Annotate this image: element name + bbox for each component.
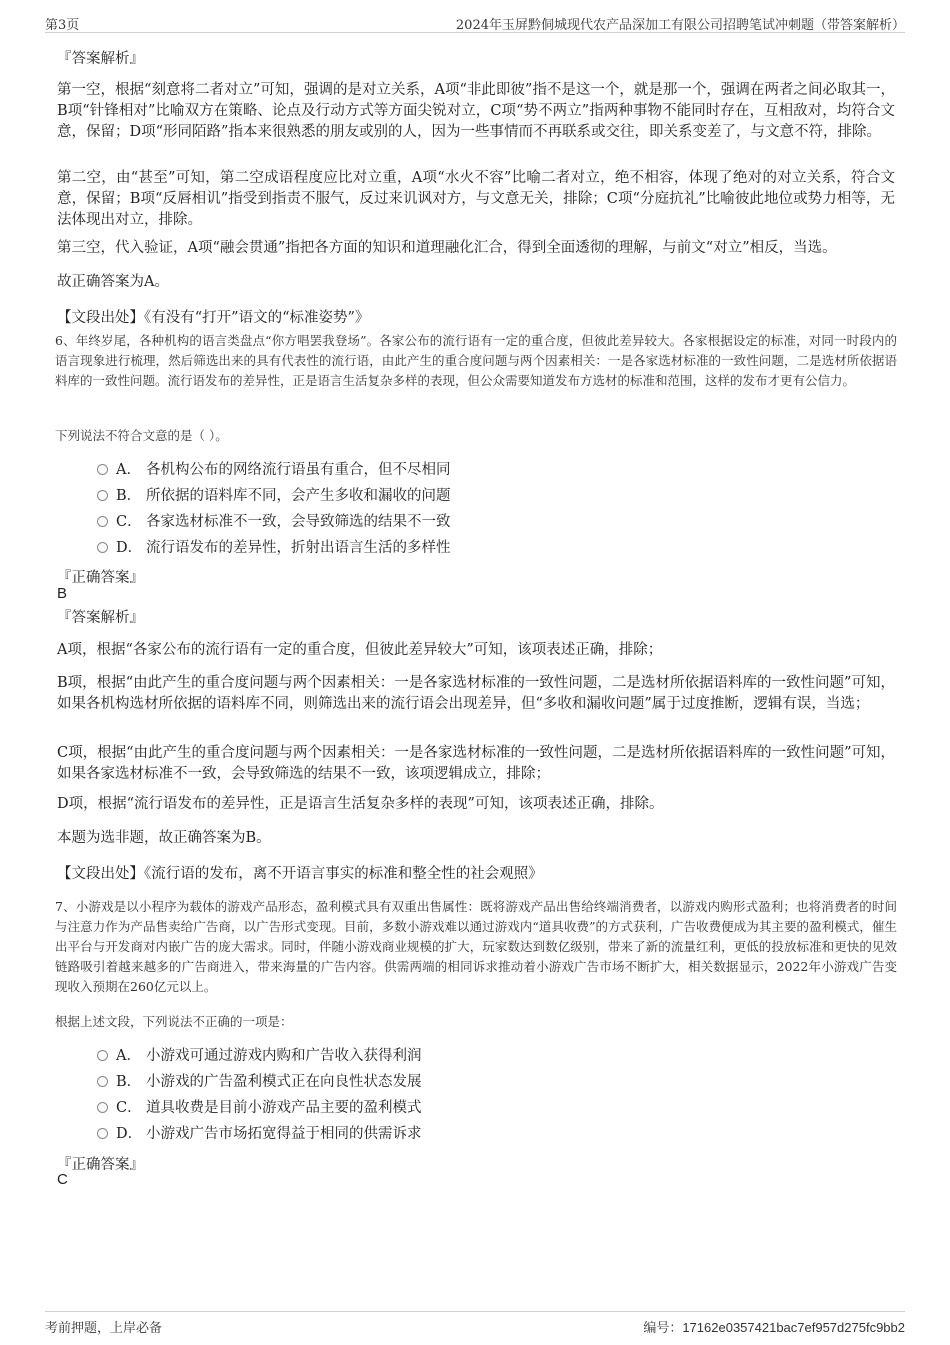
q6-option-b[interactable]: B． 所依据的语料库不同，会产生多收和漏收的问题 <box>97 485 451 507</box>
footer-slogan: 考前押题，上岸必备 <box>45 1321 163 1336</box>
q6-analysis-a: A项，根据“各家公布的流行语有一定的重合度，但彼此差异较大”可知，该项表述正确，排除； <box>57 642 663 658</box>
q6-question: 下列说法不符合文意的是（ ）。 <box>55 428 228 443</box>
q6-source: 【文段出处】《流行语的发布，离不开语言事实的标准和整全性的社会观照》 <box>57 866 543 882</box>
q6-analysis-d: D项，根据“流行语发布的差异性，正是语言生活复杂多样的表现”可知，该项表述正确，排除。 <box>57 796 664 812</box>
radio-icon[interactable] <box>97 516 108 527</box>
page-footer <box>45 1311 905 1338</box>
q6-option-a[interactable]: A． 各机构公布的网络流行语虽有重合，但不尽相同 <box>97 459 451 481</box>
q7-option-b[interactable]: B． 小游戏的广告盈利模式正在向良性状态发展 <box>97 1071 422 1093</box>
q7-passage: 7、小游戏是以小程序为载体的游戏产品形态，盈利模式具有双重出售属性：既将游戏产品出售给终端消费者，以游戏内购形式盈利；也将消费者的时间与注意力作为产品售卖给广告商，以广告形式变现。目前，多数小游戏难以通过游戏内“道具收费”的方式获利，广告收费便成为其主要的盈利模式，催生出平台与开发商对内嵌广告的庞大需求。同时，伴随小游戏商业规模的扩大，玩家数达到数亿级别，带来了新的流量红利，更低的投放标准和更快的见效链路吸引着越来越多的广告商进入，带来海量的广告内容。供需两端的相同诉求推动着小游戏广告市场不断扩大，相关数据显示，2022年小游戏广告变现收入预期在260亿元以上。 <box>55 899 897 994</box>
q7-question: 根据上述文段，下列说法不正确的一项是： <box>55 1014 293 1029</box>
radio-icon[interactable] <box>97 1102 108 1113</box>
q6-conclusion: 本题为选非题，故正确答案为B。 <box>57 830 271 846</box>
radio-icon[interactable] <box>97 464 108 475</box>
q6-option-d[interactable]: D． 流行语发布的差异性，折射出语言生活的多样性 <box>97 537 451 559</box>
radio-icon[interactable] <box>97 542 108 553</box>
q6-analysis-label: 『答案解析』 <box>57 610 144 626</box>
q6-correct-answer: B <box>57 585 68 602</box>
q5-analysis-para1: 第一空，根据“刻意将二者对立”可知，强调的是对立关系，A项“非此即彼”指不是这一个，就是那一个，强调在两者之间必取其一，B项“针锋相对”比喻双方在策略、论点及行动方式等方面尖锐对立，C项“势不两立”指两种事物不能同时存在，互相敌对，均符合文意，保留；D项“形同陌路”指本来很熟悉的朋友或别的人，因为一些事情而不再联系或交往，即关系变差了，与文意不符，排除。 <box>57 82 895 140</box>
q7-option-c[interactable]: C． 道具收费是目前小游戏产品主要的盈利模式 <box>97 1097 422 1119</box>
q5-analysis-label: 『答案解析』 <box>57 51 144 67</box>
q5-source: 【文段出处】《有没有“打开”语文的“标准姿势”》 <box>57 310 370 326</box>
document-title: 2024年玉屏黔侗城现代农产品深加工有限公司招聘笔试冲刺题（带答案解析） <box>455 18 905 33</box>
q7-option-d[interactable]: D． 小游戏广告市场拓宽得益于相同的供需诉求 <box>97 1123 422 1145</box>
q7-option-a[interactable]: A． 小游戏可通过游戏内购和广告收入获得利润 <box>97 1045 422 1067</box>
radio-icon[interactable] <box>97 490 108 501</box>
radio-icon[interactable] <box>97 1128 108 1139</box>
document-code: 编号：17162e0357421bac7ef957d275fc9bb2 <box>643 1320 905 1336</box>
q5-analysis-para2: 第二空，由“甚至”可知，第二空成语程度应比对立重，A项“水火不容”比喻二者对立，绝不相容，体现了绝对的对立关系，符合文意，保留；B项“反唇相讥”指受到指责不服气，反过来讥讽对方，与文意无关，排除；C项“分庭抗礼”比喻彼此地位或势力相等，无法体现出对立，排除。 <box>57 170 895 228</box>
q6-correct-label: 『正确答案』 <box>57 570 144 586</box>
page-number: 第3页 <box>45 18 80 33</box>
q6-analysis-c: C项，根据“由此产生的重合度问题与两个因素相关：一是各家选材标准的一致性问题，二是选材所依据语料库的一致性问题”可知，如果各家选材标准不一致，会导致筛选的结果不一致，该项逻辑成立，排除； <box>57 745 895 782</box>
q6-option-c[interactable]: C． 各家选材标准不一致，会导致筛选的结果不一致 <box>97 511 451 533</box>
q7-correct-answer: C <box>57 1171 68 1188</box>
radio-icon[interactable] <box>97 1076 108 1087</box>
q7-correct-label: 『正确答案』 <box>57 1157 144 1173</box>
radio-icon[interactable] <box>97 1050 108 1061</box>
q6-passage: 6、年终岁尾，各种机构的语言类盘点“你方唱罢我登场”。各家公布的流行语有一定的重合度，但彼此差异较大。各家根据设定的标准，对同一时段内的语言现象进行梳理，然后筛选出来的具有代表性的流行语，由此产生的重合度问题与两个因素相关：一是各家选材标准的一致性问题，二是选材所依据语料库的一致性问题。流行语发布的差异性，正是语言生活复杂多样的表现，但公众需要知道发布方选材的标准和范围，这样的发布才更有公信力。 <box>55 333 897 388</box>
q6-analysis-b: B项，根据“由此产生的重合度问题与两个因素相关：一是各家选材标准的一致性问题，二是选材所依据语料库的一致性问题”可知，如果各机构选材所依据的语料库不同，则筛选出来的流行语会出现差异，但“多收和漏收问题”属于过度推断，逻辑有误，当选； <box>57 675 895 712</box>
q5-analysis-conclusion: 故正确答案为A。 <box>57 274 169 290</box>
q5-analysis-para3: 第三空，代入验证，A项“融会贯通”指把各方面的知识和道理融化汇合，得到全面透彻的理解，与前文“对立”相反，当选。 <box>57 240 837 256</box>
page-header <box>45 10 905 33</box>
